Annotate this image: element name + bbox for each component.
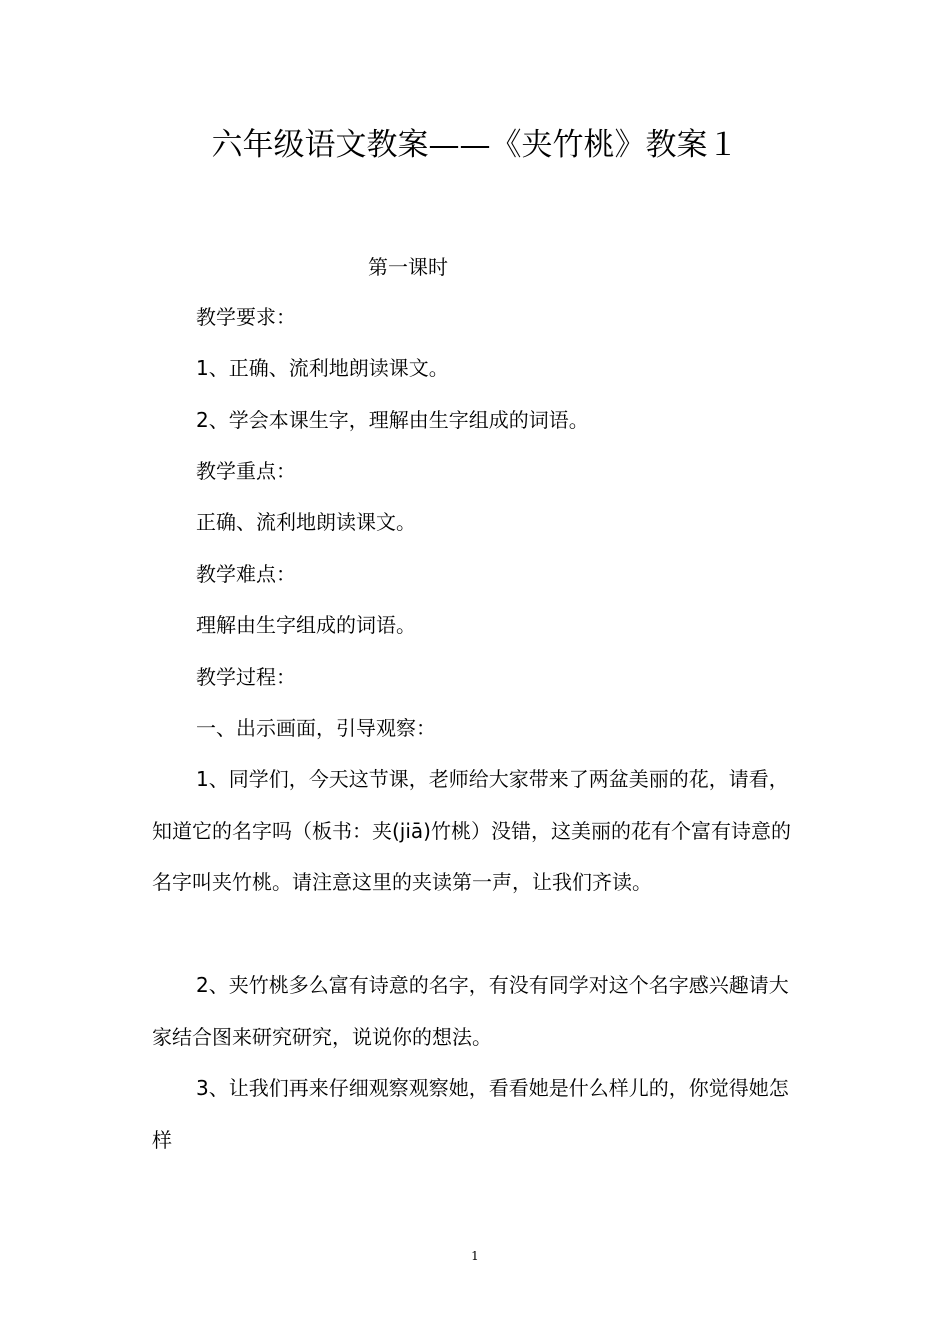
page-number: 1 [471,1249,479,1263]
teaching-difficulty-text: 理解由生字组成的词语。 [196,613,416,637]
process-paragraph-1: 1、同学们，今天这节课，老师给大家带来了两盆美丽的花，请看，知道它的名字吗（板书：夹(jiā)竹桃）没错，这美丽的花有个富有诗意的名字叫夹竹桃。请注意这里的夹读第一声，让我们齐读。 [152,767,791,894]
requirement-item-1: 1、正确、流利地朗读课文。 [196,356,449,380]
process-paragraph-2: 2、夹竹桃多么富有诗意的名字，有没有同学对这个名字感兴趣请大家结合图来研究研究，说说你的想法。 [152,973,789,1049]
teaching-process-heading: 教学过程： [196,665,296,689]
teaching-focus-text: 正确、流利地朗读课文。 [196,510,416,534]
process-paragraph-3: 3、让我们再来仔细观察观察她，看看她是什么样儿的，你觉得她怎样 [152,1076,789,1152]
teaching-difficulty-heading: 教学难点： [196,562,296,586]
document-title: 六年级语文教案——《夹竹桃》教案１ [211,127,739,163]
process-step-1-heading: 一、出示画面，引导观察： [196,716,436,740]
lesson-heading: 第一课时 [368,255,448,279]
teaching-focus-heading: 教学重点： [196,459,296,483]
teaching-requirements-heading: 教学要求： [196,305,296,329]
requirement-item-2: 2、学会本课生字，理解由生字组成的词语。 [196,408,589,432]
